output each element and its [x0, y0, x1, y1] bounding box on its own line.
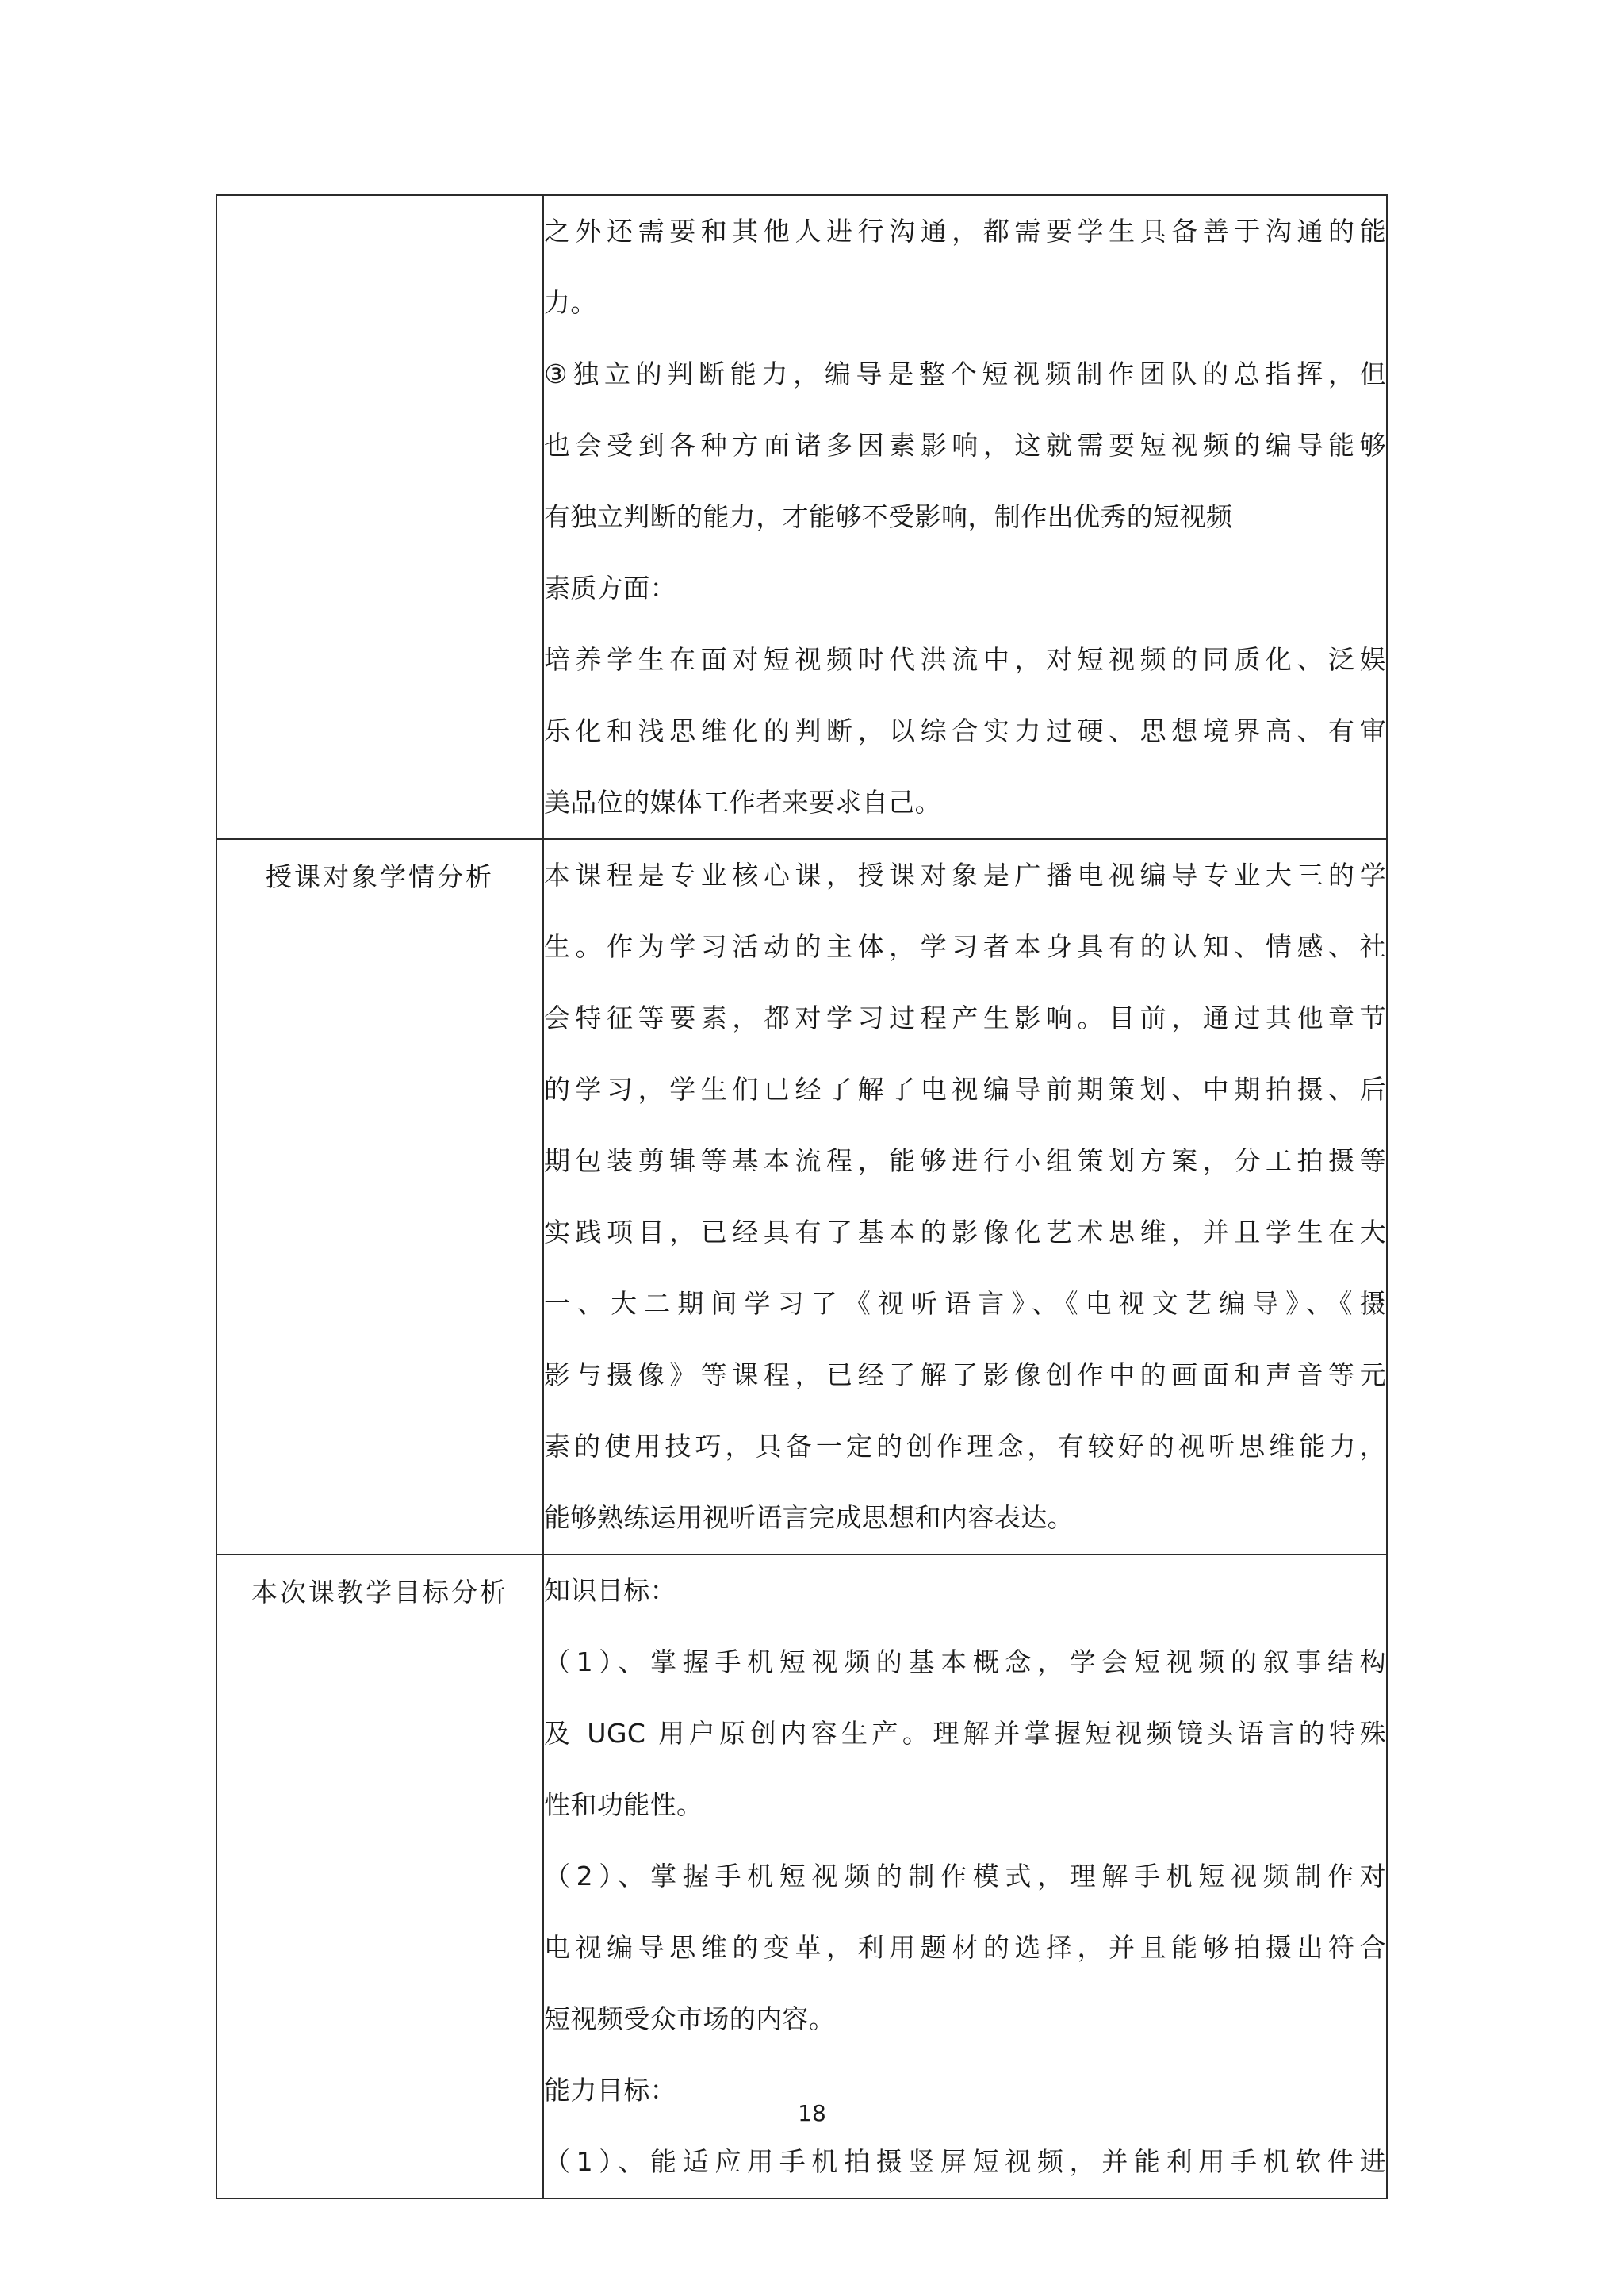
text-line: 能够熟练运用视听语言完成思想和内容表达。 [544, 1502, 1074, 1533]
row-label: 本次课教学目标分析 [251, 1577, 508, 1608]
text-line: 力。 [544, 287, 597, 318]
text-line: 短视频受众市场的内容。 [544, 2003, 836, 2034]
text-line: （1）、能适应用手机拍摄竖屏短视频，并能利用手机软件进 [544, 2146, 1386, 2177]
row-label-cell [216, 839, 543, 1554]
text-line: 影与摄像》等课程，已经了解了影像创作中的画面和声音等元 [544, 1359, 1386, 1390]
row-content-cell [543, 195, 1387, 839]
text-line: 一、大二期间学习了《视听语言》、《电视文艺编导》、《摄 [544, 1288, 1386, 1319]
text-line: 之外还需要和其他人进行沟通，都需要学生具备善于沟通的能 [544, 216, 1386, 247]
text-line: 性和功能性。 [544, 1789, 703, 1820]
text-line: 也会受到各种方面诸多因素影响，这就需要短视频的编导能够 [544, 430, 1386, 461]
text-line: 能力目标： [544, 2075, 676, 2106]
content-table [216, 194, 1388, 2199]
text-line: 电视编导思维的变革，利用题材的选择，并且能够拍摄出符合 [544, 1932, 1386, 1963]
text-line: 培养学生在面对短视频时代洪流中，对短视频的同质化、泛娱 [544, 644, 1386, 675]
text-line: 有独立判断的能力，才能够不受影响，制作出优秀的短视频 [544, 501, 1233, 532]
table-row [216, 839, 1387, 1554]
text-line: 乐化和浅思维化的判断，以综合实力过硬、思想境界高、有审 [544, 715, 1386, 746]
row-label: 授课对象学情分析 [266, 861, 494, 892]
text-line: 期包装剪辑等基本流程，能够进行小组策划方案，分工拍摄等 [544, 1145, 1386, 1176]
text-line: 会特征等要素，都对学习过程产生影响。目前，通过其他章节 [544, 1002, 1386, 1033]
table-body [216, 195, 1387, 2198]
text-line: 的学习，学生们已经了解了电视编导前期策划、中期拍摄、后 [544, 1074, 1386, 1105]
row-content-cell [543, 839, 1387, 1554]
text-line: 素质方面： [544, 573, 676, 604]
text-line: （2）、掌握手机短视频的制作模式，理解手机短视频制作对 [544, 1861, 1386, 1892]
text-line: 素的使用技巧，具备一定的创作理念，有较好的视听思维能力， [544, 1431, 1386, 1462]
text-line: 美品位的媒体工作者来要求自己。 [544, 787, 941, 818]
table-row [216, 195, 1387, 839]
text-line: （1）、掌握手机短视频的基本概念，学会短视频的叙事结构 [544, 1646, 1386, 1677]
text-line: 本课程是专业核心课，授课对象是广播电视编导专业大三的学 [544, 860, 1386, 891]
text-line: 实践项目，已经具有了基本的影像化艺术思维，并且学生在大 [544, 1217, 1386, 1248]
row-label-cell [216, 195, 543, 839]
text-line: 知识目标： [544, 1575, 676, 1606]
text-line: 生。作为学习活动的主体，学习者本身具有的认知、情感、社 [544, 931, 1386, 962]
row-label [217, 196, 542, 197]
text-line: ③独立的判断能力，编导是整个短视频制作团队的总指挥，但 [544, 358, 1386, 389]
text-line: 及 UGC 用户原创内容生产。理解并掌握短视频镜头语言的特殊 [544, 1718, 1386, 1749]
page-number: 18 [798, 2100, 826, 2126]
